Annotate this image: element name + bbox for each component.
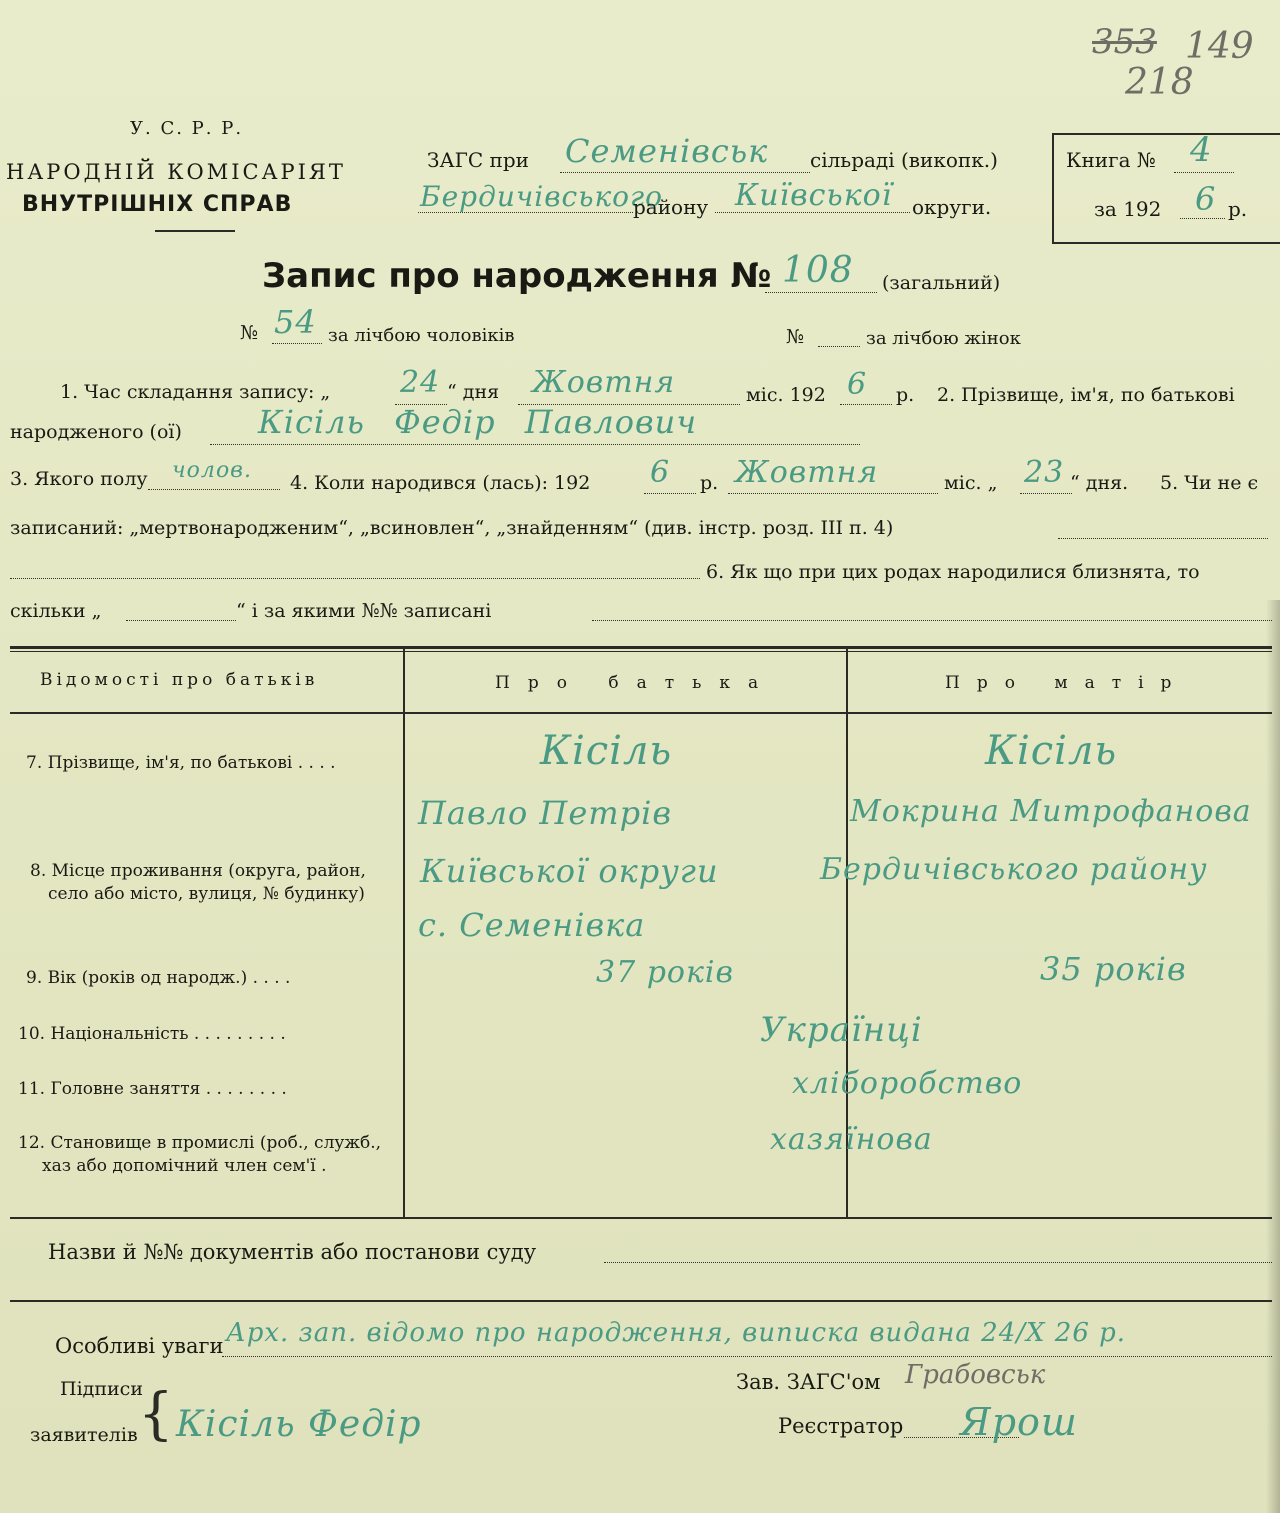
father-place1-handwritten: Київської округи	[420, 852, 719, 890]
table-top-line	[10, 646, 1272, 649]
nationality-handwritten: Українці	[760, 1010, 923, 1050]
row-label-status-cont: хаз або допомічний член сем'ї .	[42, 1156, 327, 1176]
field1-month-label: міс. 192	[746, 384, 826, 406]
row-label-status: 12. Становище в промислі (роб., служб.,	[18, 1133, 382, 1153]
row-label-age: 9. Вік (років од народж.) . . . .	[26, 968, 291, 988]
table-col-header-mother: Про матір	[945, 673, 1189, 693]
field2-label: 2. Прізвище, ім'я, по батькові	[937, 384, 1235, 406]
father-name-handwritten: Павло Петрів	[418, 794, 672, 832]
zags-prefix: ЗАГС при	[427, 148, 529, 172]
sex-handwritten: чолов.	[172, 458, 252, 483]
mother-place1-handwritten: Бердичівського району	[820, 852, 1208, 887]
head-signature: Грабовськ	[905, 1360, 1046, 1390]
page-edge-shadow	[1266, 600, 1280, 1513]
row-label-residence-cont: село або місто, вулиця, № будинку)	[48, 884, 365, 904]
women-count-label: за лічбою жінок	[866, 328, 1021, 349]
applicant-signature-handwritten: Кісіль Федір	[176, 1404, 422, 1445]
registrar-label: Реєстратор	[778, 1414, 904, 1438]
head-label: Зав. ЗАГС'ом	[736, 1370, 881, 1394]
record-general-label: (загальний)	[882, 272, 1001, 294]
district-handwritten: Бердичівського	[420, 180, 664, 213]
mother-name-handwritten: Мокрина Митрофанова	[850, 794, 1252, 829]
book-year-suffix: р.	[1228, 197, 1248, 221]
registrar-signature-handwritten: Ярош	[960, 1400, 1078, 1444]
row-label-nationality: 10. Національність . . . . . . . . .	[18, 1024, 286, 1044]
commissariat-line2: ВНУТРІШНІХ СПРАВ	[22, 192, 293, 217]
status-handwritten: хазяїнова	[770, 1122, 933, 1157]
row-label-residence: 8. Місце проживання (округа, район,	[30, 861, 366, 881]
book-year-handwritten: 6	[1195, 180, 1217, 218]
father-place2-handwritten: с. Семенівка	[418, 906, 646, 944]
table-bottom-line	[10, 1217, 1272, 1219]
book-box-bottom	[1052, 242, 1280, 244]
archive-mark-top: 149	[1185, 26, 1254, 67]
table-col-divider-1	[403, 648, 405, 1218]
record-title: Запис про народження №	[262, 256, 772, 296]
field4-month-handwritten: Жовтня	[735, 455, 879, 490]
field6-label: 6. Як що при цих родах народилися близнята, то	[706, 561, 1200, 583]
documents-label: Назви й №№ документів або постанови суду	[48, 1240, 537, 1264]
district-label: району	[633, 195, 709, 219]
book-label: Книга №	[1066, 148, 1156, 172]
field4-label: 4. Коли народився (лась): 192	[290, 472, 591, 494]
signatures-brace: {	[138, 1382, 174, 1447]
book-year-label: за 192	[1094, 197, 1162, 221]
men-count-prefix: №	[240, 322, 258, 344]
record-number-handwritten: 108	[782, 250, 854, 291]
book-number-handwritten: 4	[1190, 130, 1213, 170]
mother-age-handwritten: 35 років	[1040, 950, 1187, 988]
council-handwritten: Семенівськ	[565, 132, 769, 170]
commissariat-line1: НАРОДНІЙ КОМІСАРІЯТ	[6, 160, 346, 184]
state-name: У. С. Р. Р.	[130, 118, 244, 139]
signatures-label-1: Підписи	[60, 1378, 143, 1400]
women-count-prefix: №	[786, 326, 804, 348]
occupation-handwritten: хліборобство	[792, 1066, 1023, 1101]
okrug-handwritten: Київської	[735, 178, 893, 213]
field4-day-label: “ дня.	[1070, 472, 1129, 494]
table-col-header-info: Відомості про батьків	[40, 670, 319, 690]
footer-separator	[10, 1300, 1272, 1302]
field1-year-suffix: р.	[896, 384, 915, 406]
child-name-handwritten: Кісіль Федір Павлович	[258, 403, 698, 441]
table-top-line-thin	[10, 651, 1272, 652]
field6-label-end: “ і за якими №№ записані	[236, 600, 492, 622]
field1-label: 1. Час складання запису: „	[60, 381, 331, 403]
field3-label: 3. Якого полу	[10, 468, 148, 490]
book-box-top	[1052, 133, 1280, 135]
field5-label-cont: записаний: „мертвонародженим“, „всиновлен“, „знайденням“ (див. інстр. розд. III п. 4)	[10, 517, 894, 539]
field4-year-suffix: р.	[700, 472, 719, 494]
father-age-handwritten: 37 років	[596, 955, 734, 990]
field1-day-label: “ дня	[447, 381, 500, 403]
council-suffix: сільраді (викопк.)	[810, 148, 998, 172]
notes-handwritten: Арх. зап. відомо про народження, виписка видана 24/Х 26 р.	[226, 1318, 1127, 1348]
field4-day-handwritten: 23	[1024, 455, 1065, 490]
field1-month-handwritten: Жовтня	[532, 365, 676, 400]
row-label-occupation: 11. Головне заняття . . . . . . . .	[18, 1079, 287, 1099]
field6-label-cont: скільки „	[10, 600, 102, 622]
field4-year-handwritten: 6	[650, 455, 671, 490]
field5-label: 5. Чи не є	[1160, 472, 1259, 494]
header-underline	[155, 230, 235, 232]
men-count-label: за лічбою чоловіків	[328, 325, 515, 346]
men-count-handwritten: 54	[274, 303, 317, 341]
book-box-left	[1052, 133, 1054, 243]
signatures-label-2: заявителів	[30, 1424, 138, 1446]
field4-month-label: міс. „	[944, 472, 998, 494]
notes-label: Особливі уваги	[55, 1334, 224, 1358]
father-surname-handwritten: Кісіль	[540, 728, 673, 774]
field1-year-handwritten: 6	[847, 367, 868, 402]
table-col-header-father: Про батька	[495, 673, 777, 693]
archive-mark-sheet: 218	[1125, 62, 1194, 103]
table-header-line	[10, 712, 1272, 714]
archive-mark-old: 353	[1092, 22, 1157, 62]
field2-label-cont: народженого (ої)	[10, 421, 182, 443]
mother-surname-handwritten: Кісіль	[985, 728, 1118, 774]
okrug-label: округи.	[912, 195, 992, 219]
row-label-name: 7. Прізвище, ім'я, по батькові . . . .	[26, 753, 336, 773]
field1-day-handwritten: 24	[400, 365, 441, 400]
